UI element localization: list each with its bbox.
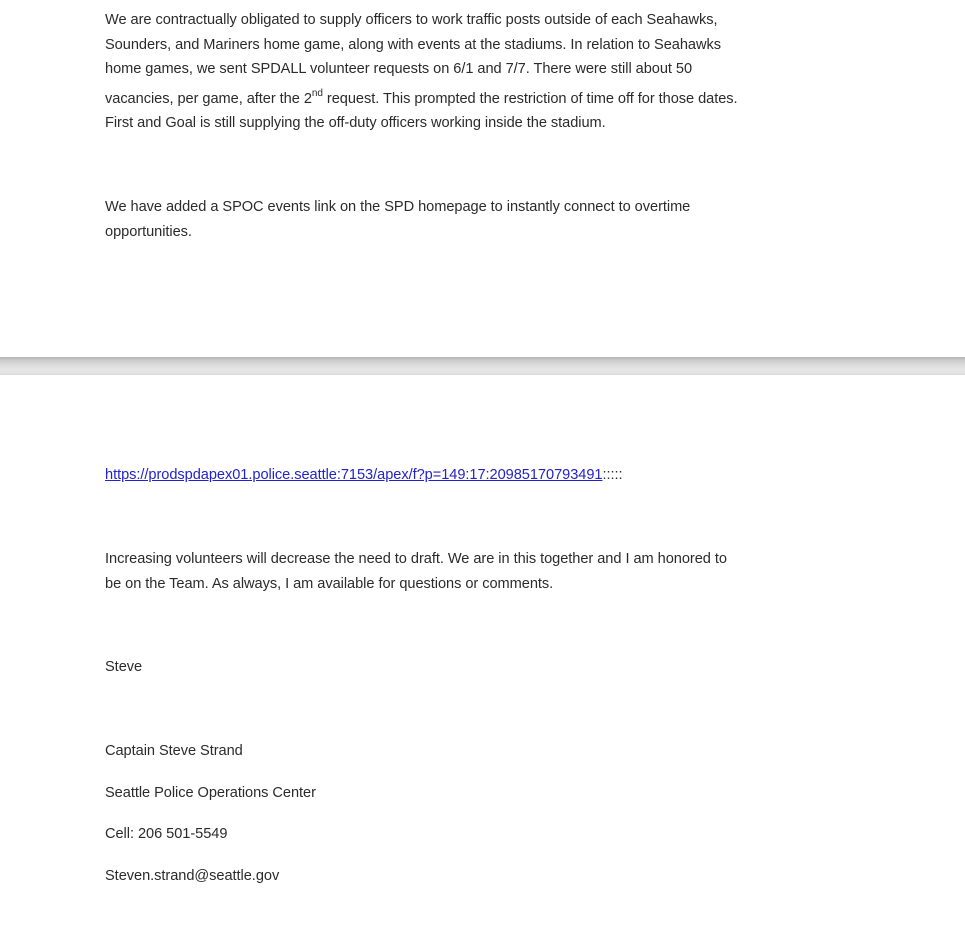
text-fragment: vacancies, per game, after the 2	[105, 90, 312, 107]
paragraph-url	[105, 463, 623, 488]
text-line: We have added a SPOC events link on the SPD homepage to instantly connect to overtime	[105, 199, 691, 215]
signoff: Steve	[105, 659, 143, 675]
text-line: be on the Team. As always, I am available for questions or comments.	[105, 575, 554, 592]
signature-name: Captain Steve Strand	[105, 743, 243, 759]
signature-organization: Seattle Police Operations Center	[105, 785, 316, 801]
text-line: opportunities.	[105, 223, 192, 240]
paragraph-volunteers	[105, 547, 727, 596]
paragraph-traffic-posts	[105, 8, 738, 136]
text-line	[105, 87, 738, 112]
paragraph-spoc-link	[105, 195, 690, 244]
text-line: We are contractually obligated to supply officers to work traffic posts outside of each Seahawks,	[105, 12, 718, 28]
ordinal-suffix: nd	[311, 87, 323, 99]
text-line: Increasing volunteers will decrease the need to draft. We are in this together and I am honored to	[105, 551, 727, 567]
apex-url-link[interactable]: https://prodspdapex01.police.seattle:7153/apex/f?p=149:17:20985170793491	[105, 467, 603, 483]
url-trailing-colons: :::::	[602, 467, 623, 483]
document-page-1	[0, 0, 965, 357]
text-line: home games, we sent SPDALL volunteer requests on 6/1 and 7/7. There were still about 50	[105, 61, 693, 77]
text-fragment: request. This prompted the restriction of time off for those dates.	[322, 90, 738, 107]
text-line: Sounders, and Mariners home game, along with events at the stadiums. In relation to Seahawks	[105, 36, 721, 53]
document-page-2	[0, 375, 965, 927]
page-break-separator	[0, 357, 965, 375]
text-line: First and Goal is still supplying the off-duty officers working inside the stadium.	[105, 115, 606, 131]
signature-cell: Cell: 206 501-5549	[105, 826, 228, 842]
signature-email: Steven.strand@seattle.gov	[105, 868, 280, 884]
